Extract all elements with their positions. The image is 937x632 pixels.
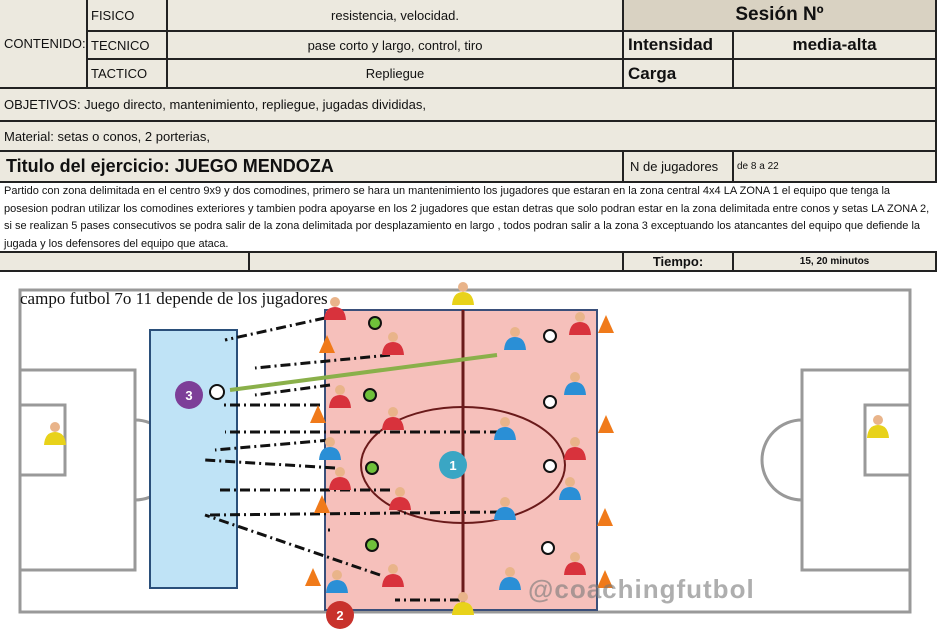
svg-text:3: 3 xyxy=(185,388,193,403)
green-disc-icon xyxy=(366,462,378,474)
white-disc-icon xyxy=(542,542,554,554)
carga-label: Carga xyxy=(624,60,734,89)
tiempo-value: 15, 20 minutos xyxy=(734,253,937,272)
exercise-description: Partido con zona delimitada en el centro 9x9 y dos comodines, primero se hara un mantenimiento los jugadores que estaran en la zona central 4x4 LA ZONA 1 el equipo que tenga la posesion podran utilizar los comodines exteriores y tambien podra apoyarse en los 2 jugadores que estan detras que solo podran estar en la zona delimitada entre conos y setas LA ZONA 2, si se realizan 5 pases consecutivos se podra salir de la zona delimitada por desplazamiento en largo , todos podran salir a la zona 3 exceptuando los atancantes del equipo que defiende la jugada y los defensores del equipo que ataca. xyxy=(0,183,937,253)
tecnico-value: pase corto y largo, control, tiro xyxy=(168,32,624,60)
n-jugadores-label: N de jugadores xyxy=(624,152,734,183)
contenido-label: CONTENIDO: xyxy=(0,0,88,89)
field-note: campo futbol 7o 11 depende de los jugadores xyxy=(20,289,328,308)
player-icon xyxy=(452,282,474,305)
zone-3 xyxy=(150,330,237,588)
cone-icon xyxy=(305,568,321,586)
empty-cell xyxy=(250,253,624,272)
cone-icon xyxy=(310,405,326,423)
tiempo-label: Tiempo: xyxy=(624,253,734,272)
svg-text:1: 1 xyxy=(449,458,457,473)
empty-cell xyxy=(0,253,250,272)
green-disc-icon xyxy=(366,539,378,551)
cone-icon xyxy=(597,508,613,526)
material: Material: setas o conos, 2 porterias, xyxy=(0,122,937,152)
fisico-label: FISICO xyxy=(88,0,168,32)
sesion-label: Sesión Nº xyxy=(624,0,937,32)
exercise-title: Titulo del ejercicio: JUEGO MENDOZA xyxy=(0,152,624,183)
player-icon xyxy=(867,415,889,438)
watermark: @coachingfutbol xyxy=(528,574,755,604)
objetivos: OBJETIVOS: Juego directo, mantenimiento, repliegue, jugadas divididas, xyxy=(0,89,937,122)
tecnico-label: TECNICO xyxy=(88,32,168,60)
white-disc-icon xyxy=(544,460,556,472)
tactico-value: Repliegue xyxy=(168,60,624,89)
carga-value xyxy=(734,60,937,89)
player-icon xyxy=(44,422,66,445)
intensidad-label: Intensidad xyxy=(624,32,734,60)
tactico-label: TACTICO xyxy=(88,60,168,89)
svg-text:2: 2 xyxy=(336,608,344,623)
green-disc-icon xyxy=(364,389,376,401)
ball-icon xyxy=(210,385,224,399)
white-disc-icon xyxy=(544,330,556,342)
fisico-value: resistencia, velocidad. xyxy=(168,0,624,32)
cone-icon xyxy=(598,415,614,433)
field-diagram xyxy=(0,272,937,632)
n-jugadores-value: de 8 a 22 xyxy=(734,152,937,183)
green-disc-icon xyxy=(369,317,381,329)
white-disc-icon xyxy=(544,396,556,408)
intensidad-value: media-alta xyxy=(734,32,937,60)
cone-icon xyxy=(598,315,614,333)
pass-arrow xyxy=(225,318,325,340)
